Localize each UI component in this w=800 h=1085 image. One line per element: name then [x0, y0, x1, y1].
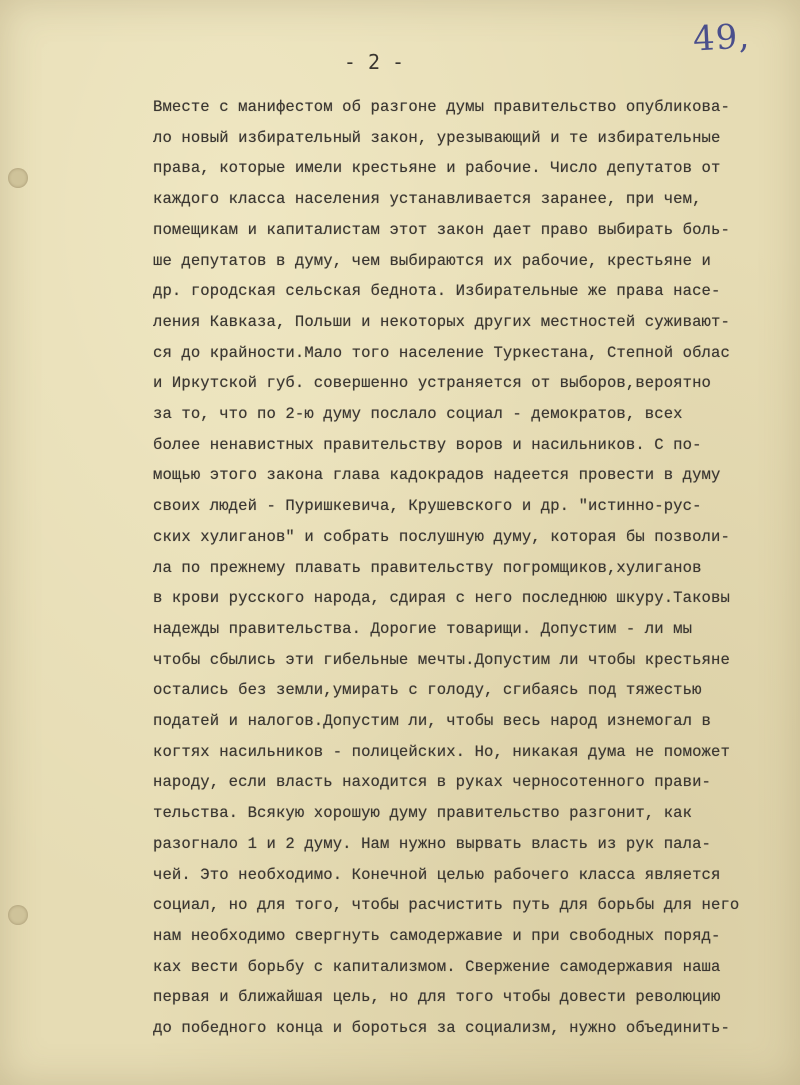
- text-line: тельства. Всякую хорошую думу правительство разгонит, как: [153, 804, 693, 823]
- text-line: нам необходимо свергнуть самодержавие и при свободных поряд-: [153, 926, 721, 945]
- text-line: надежды правительства. Дорогие товарищи. Допустим - ли мы: [153, 619, 693, 638]
- text-line: ло новый избирательный закон, урезывающий и те избирательные: [153, 128, 721, 147]
- text-line: первая и ближайшая цель, но для того чтобы довести революцию: [153, 988, 721, 1007]
- folio-number: 49,: [691, 16, 752, 60]
- binder-hole: [8, 905, 28, 925]
- text-line: социал, но для того, чтобы расчистить путь для борьбы для него: [153, 896, 740, 915]
- text-line: более ненавистных правительству воров и насильников. С по-: [153, 435, 702, 454]
- text-line: ках вести борьбу с капитализмом. Свержение самодержавия наша: [153, 957, 721, 976]
- text-line: права, которые имели крестьяне и рабочие. Число депутатов от: [153, 159, 721, 178]
- text-line: своих людей - Пуришкевича, Крушевского и др. "истинно-рус-: [153, 497, 702, 516]
- text-line: Вместе с манифестом об разгоне думы правительство опубликова-: [153, 98, 730, 116]
- text-line: до победного конца и бороться за социализм, нужно объединить-: [153, 1019, 730, 1038]
- text-line: ла по прежнему плавать правительству погромщиков,хулиганов: [153, 558, 702, 577]
- text-line: и Иркутской губ. совершенно устраняется от выборов,вероятно: [153, 374, 712, 393]
- page-number: - 2 -: [343, 50, 405, 74]
- text-line: чей. Это необходимо. Конечной целью рабочего класса является: [153, 865, 721, 884]
- text-line: за то, что по 2-ю думу послало социал - демократов, всех: [153, 405, 683, 424]
- text-line: ских хулиганов" и собрать послушную думу, которая бы позволи-: [153, 527, 730, 546]
- text-line: ся до крайности.Мало того население Туркестана, Степной облас: [153, 343, 730, 362]
- text-line: остались без земли,умирать с голоду, сгибаясь под тяжестью: [153, 681, 702, 700]
- text-line: ше депутатов в думу, чем выбираются их рабочие, крестьяне и: [153, 251, 712, 270]
- text-line: каждого класса населения устанавливается заранее, при чем,: [153, 190, 702, 209]
- typed-text-body: [153, 92, 778, 1044]
- text-line: чтобы сбылись эти гибельные мечты.Допустим ли чтобы крестьяне: [153, 650, 730, 669]
- text-line: мощью этого закона глава кадокрадов надеется провести в думу: [153, 466, 721, 485]
- text-line: когтях насильников - полицейских. Но, никакая дума не поможет: [153, 742, 730, 761]
- text-line: народу, если власть находится в руках черносотенного прави-: [153, 773, 712, 792]
- text-line: помещикам и капиталистам этот закон дает право выбирать боль-: [153, 220, 730, 239]
- binder-hole: [8, 168, 28, 188]
- text-line: в крови русского народа, сдирая с него последнюю шкуру.Таковы: [153, 589, 730, 608]
- text-line: податей и налогов.Допустим ли, чтобы весь народ изнемогал в: [153, 712, 712, 731]
- text-line: др. городская сельская беднота. Избирательные же права насе-: [153, 282, 721, 301]
- text-line: разогнало 1 и 2 думу. Нам нужно вырвать власть из рук пала-: [153, 834, 712, 853]
- text-line: ления Кавказа, Польши и некоторых других местностей суживают-: [153, 312, 730, 331]
